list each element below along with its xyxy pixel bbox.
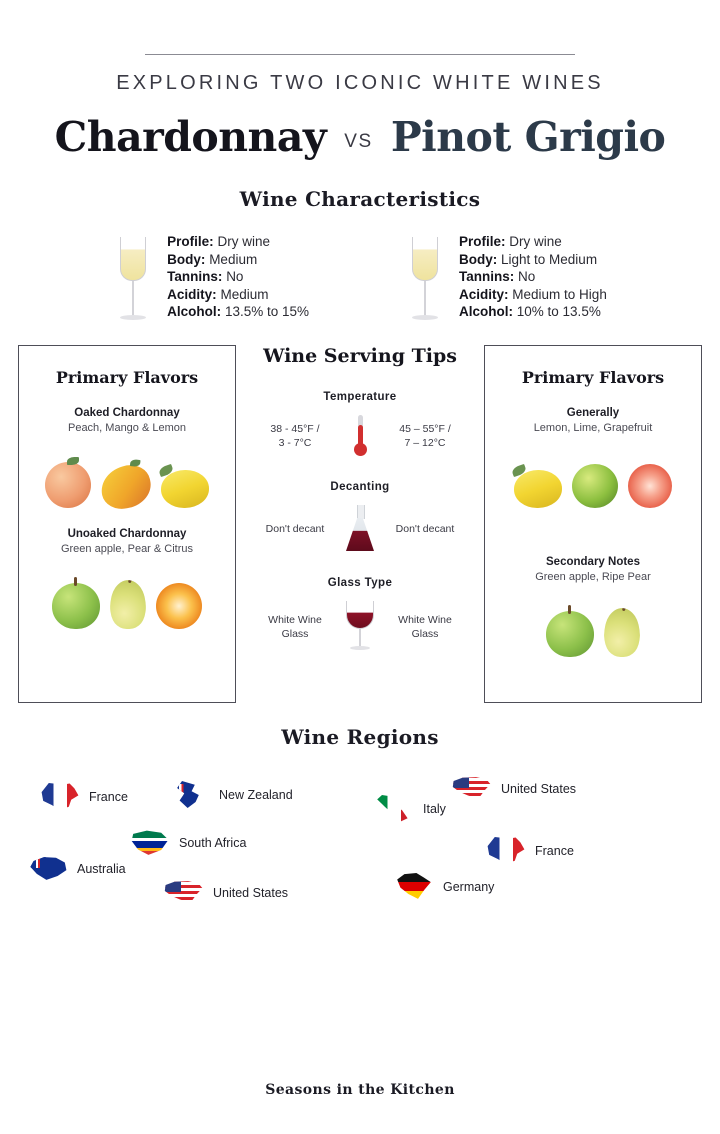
- tip-temperature: [244, 391, 476, 457]
- region-label: New Zealand: [219, 787, 293, 802]
- region-item: [164, 879, 288, 906]
- region-item: [40, 783, 128, 810]
- flavor-group-notes: Peach, Mango & Lemon: [67, 422, 187, 434]
- italy-flag-map-icon: [374, 795, 414, 822]
- flavor-group-title: Unoaked Chardonnay: [67, 528, 187, 540]
- characteristics-right: [405, 233, 607, 329]
- header-divider: [145, 54, 575, 55]
- grapefruit-icon: [628, 464, 672, 508]
- united-states-flag-map-icon: [452, 775, 492, 802]
- serving-tips-panel: [244, 345, 476, 653]
- region-label: France: [89, 789, 128, 804]
- spec-row: [167, 303, 309, 321]
- spec-row: [459, 251, 607, 269]
- characteristics-right-list: [459, 233, 607, 321]
- flavor-icon-row: [29, 565, 225, 629]
- flavors-heading: Primary Flavors: [521, 368, 665, 387]
- region-item: [486, 837, 574, 864]
- characteristics-section: [18, 187, 702, 329]
- regions-heading: Wine Regions: [281, 725, 439, 749]
- flavor-group: [29, 528, 225, 629]
- regions-right: [376, 767, 696, 927]
- spec-label: Alcohol:: [167, 304, 222, 319]
- thermometer-icon: [340, 415, 380, 457]
- page-kicker: EXPLORING TWO ICONIC WHITE WINES: [116, 72, 604, 94]
- region-label: Italy: [423, 801, 446, 816]
- flavors-heading: Primary Flavors: [55, 368, 199, 387]
- spec-label: Profile:: [167, 234, 214, 249]
- spec-value: Medium: [209, 251, 258, 267]
- pear-icon: [110, 577, 146, 629]
- region-item: [374, 795, 446, 822]
- flavor-group: [495, 556, 691, 657]
- lemon-icon: [161, 470, 209, 508]
- tip-left-value: Don't decant: [265, 523, 325, 535]
- flavor-group: [495, 407, 691, 508]
- region-item: [28, 855, 126, 882]
- spec-label: Profile:: [459, 234, 506, 249]
- flavor-group-title: Oaked Chardonnay: [74, 407, 180, 419]
- tip-decanting: [244, 481, 476, 553]
- spec-label: Acidity:: [459, 286, 509, 302]
- lemon-icon: [514, 470, 562, 508]
- tip-title: Decanting: [330, 481, 390, 493]
- spec-row: [167, 233, 309, 251]
- spec-value: Dry wine: [217, 234, 270, 249]
- spec-value: Dry wine: [509, 234, 562, 249]
- spec-label: Body:: [459, 251, 498, 267]
- white-wine-glass-icon: [113, 233, 153, 329]
- region-item: [130, 829, 246, 856]
- tip-left-value: White Wine Glass: [268, 614, 322, 640]
- serving-tips-heading: Wine Serving Tips: [263, 345, 457, 367]
- spec-row: [167, 268, 309, 286]
- white-wine-glass-icon: [405, 233, 445, 329]
- footer-brand: Seasons in the Kitchen: [265, 1082, 455, 1098]
- spec-row: [167, 286, 309, 304]
- flavor-group: [29, 407, 225, 508]
- flavor-group-notes: Green apple, Ripe Pear: [535, 571, 651, 583]
- peach-icon: [45, 462, 91, 508]
- tip-right-value: White Wine Glass: [398, 614, 452, 640]
- characteristics-heading: Wine Characteristics: [239, 187, 481, 211]
- france-flag-map-icon: [486, 837, 526, 864]
- tip-title: Glass Type: [327, 577, 393, 589]
- wine-glass-icon: [340, 601, 380, 653]
- spec-label: Alcohol:: [459, 304, 513, 319]
- tip-title: Temperature: [323, 391, 397, 403]
- tip-glass-type: [244, 577, 476, 653]
- flavor-group-title: Generally: [566, 407, 620, 419]
- green-apple-icon: [546, 611, 594, 657]
- spec-label: Acidity:: [167, 286, 217, 302]
- region-label: Australia: [77, 861, 126, 876]
- spec-value: No: [518, 269, 536, 284]
- lime-icon: [572, 464, 618, 508]
- region-item: [452, 775, 576, 802]
- spec-label: Tannins:: [459, 269, 515, 284]
- south-africa-flag-map-icon: [130, 829, 170, 856]
- spec-value: No: [226, 269, 244, 284]
- flavor-icon-row: [495, 444, 691, 508]
- flavor-icon-row: [29, 444, 225, 508]
- middle-band: [18, 345, 702, 703]
- flavor-group-notes: Lemon, Lime, Grapefruit: [533, 422, 653, 434]
- decanter-icon: [340, 505, 380, 553]
- spec-row: [459, 303, 607, 321]
- mango-icon: [97, 461, 155, 512]
- infographic-page: [0, 54, 720, 1134]
- region-label: Germany: [443, 879, 495, 894]
- region-label: United States: [501, 781, 577, 796]
- united-states-flag-map-icon: [164, 879, 204, 906]
- region-label: France: [535, 843, 574, 858]
- spec-row: [167, 251, 309, 269]
- regions-left: [24, 767, 344, 927]
- new-zealand-flag-map-icon: [170, 781, 210, 808]
- flavor-group-notes: Green apple, Pear & Citrus: [60, 543, 194, 555]
- chardonnay-flavors-panel: [18, 345, 236, 703]
- region-item: [170, 781, 293, 808]
- flavor-group-title: Secondary Notes: [546, 556, 640, 568]
- pear-icon: [604, 605, 640, 657]
- tip-left-value: 38 - 45°F / 3 - 7°C: [270, 423, 320, 449]
- spec-value: Medium to High: [512, 286, 607, 302]
- title-left-wine: Chardonnay: [54, 113, 327, 161]
- regions-section: [18, 725, 702, 927]
- green-apple-icon: [52, 583, 100, 629]
- characteristics-left: [113, 233, 309, 329]
- spec-label: Tannins:: [167, 269, 223, 284]
- region-item: [394, 873, 494, 900]
- spec-label: Body:: [167, 251, 206, 267]
- title-vs: VS: [344, 131, 373, 152]
- france-flag-map-icon: [40, 783, 80, 810]
- spec-value: Light to Medium: [501, 251, 598, 267]
- germany-flag-map-icon: [394, 873, 434, 900]
- characteristics-left-list: [167, 233, 309, 321]
- citrus-icon: [156, 583, 202, 629]
- flavor-icon-row: [495, 593, 691, 657]
- australia-flag-map-icon: [28, 855, 68, 882]
- spec-row: [459, 268, 607, 286]
- spec-value: 10% to 13.5%: [516, 304, 601, 319]
- region-label: South Africa: [179, 835, 247, 850]
- spec-row: [459, 286, 607, 304]
- tip-right-value: Don't decant: [395, 523, 455, 535]
- pinot-grigio-flavors-panel: [484, 345, 702, 703]
- spec-value: 13.5% to 15%: [224, 304, 309, 319]
- tip-right-value: 45 – 55°F / 7 – 12°C: [399, 423, 451, 449]
- page-title: [18, 113, 702, 161]
- title-right-wine: Pinot Grigio: [390, 113, 666, 161]
- spec-value: Medium: [220, 286, 269, 302]
- spec-row: [459, 233, 607, 251]
- region-label: United States: [213, 885, 289, 900]
